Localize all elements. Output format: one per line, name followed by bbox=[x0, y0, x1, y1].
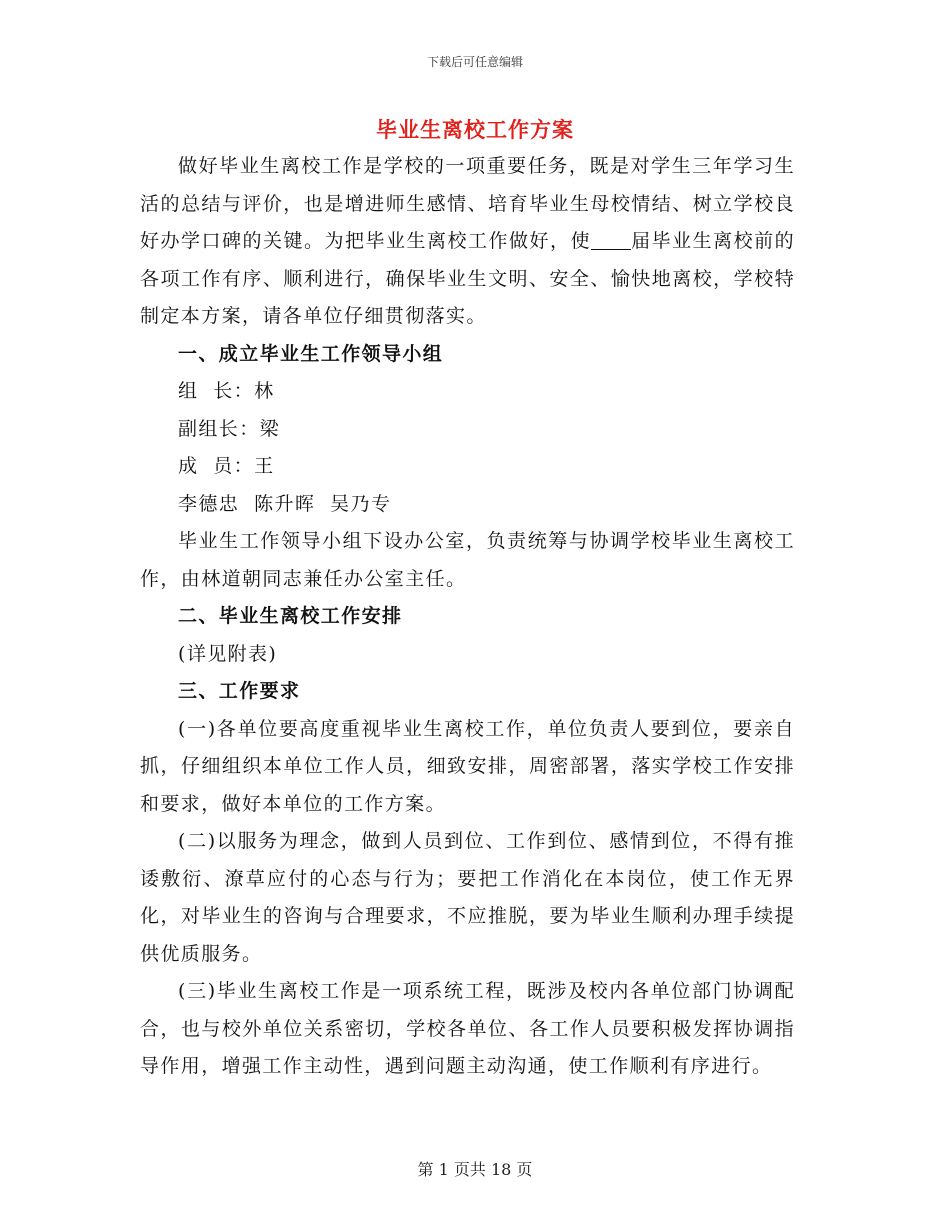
section-2-heading: 二、毕业生离校工作安排 bbox=[178, 605, 403, 627]
office-paragraph: 毕业生工作领导小组下设办公室，负责统筹与协调学校毕业生离校工作，由林道朝同志兼任办公室主任。 bbox=[140, 530, 795, 590]
requirement-item-2: (二)以服务为理念，做到人员到位、工作到位、感情到位，不得有推诿敷衍、潦草应付的心态与行为；要把工作消化在本岗位，使工作无界化，对毕业生的咨询与合理要求，不应推脱，要为毕业生顺利办理手续提供优质服务。 bbox=[140, 830, 795, 965]
document-title: 毕业生离校工作方案 bbox=[376, 117, 574, 142]
document-body bbox=[140, 148, 795, 1086]
section-3-heading: 三、工作要求 bbox=[178, 680, 301, 702]
requirement-item-3: (三)毕业生离校工作是一项系统工程，既涉及校内各单位部门协调配合，也与校外单位关系密切，学校各单位、各工作人员要积极发挥协调指导作用，增强工作主动性，遇到问题主动沟通，使工作顺利有序进行。 bbox=[140, 980, 795, 1077]
page-footer: 第 1 页共 18 页 bbox=[417, 1160, 533, 1179]
intro-text-part2: 届毕业生离校前的各项工作有序、顺利进行，确保毕业生文明、安全、愉快地离校，学校特制定本方案，请各单位仔细贯彻落实。 bbox=[140, 230, 795, 327]
requirement-item-1: (一)各单位要高度重视毕业生离校工作，单位负责人要到位，要亲自抓，仔细组织本单位工作人员，细致安排，周密部署，落实学校工作安排和要求，做好本单位的工作方案。 bbox=[140, 717, 795, 815]
members-line: 成 员：王 bbox=[178, 455, 275, 477]
intro-text-part1: 做好毕业生离校工作是学校的一项重要任务，既是对学生三年学习生活的总结与评价，也是增进师生感情、培育毕业生母校情结、树立学校良好办学口碑的关键。为把毕业生离校工作做好，使 bbox=[140, 155, 795, 252]
page-header-note: 下载后可任意编辑 bbox=[426, 55, 523, 69]
intro-paragraph bbox=[140, 148, 795, 336]
fill-in-blank bbox=[591, 230, 631, 250]
group-leader-line: 组 长：林 bbox=[178, 380, 275, 402]
members-names-line: 李德忠 陈升晖 吴乃专 bbox=[178, 492, 392, 515]
attachment-note: (详见附表) bbox=[178, 642, 278, 665]
deputy-leader-line: 副组长：梁 bbox=[178, 417, 281, 440]
section-1-heading: 一、成立毕业生工作领导小组 bbox=[178, 342, 444, 365]
